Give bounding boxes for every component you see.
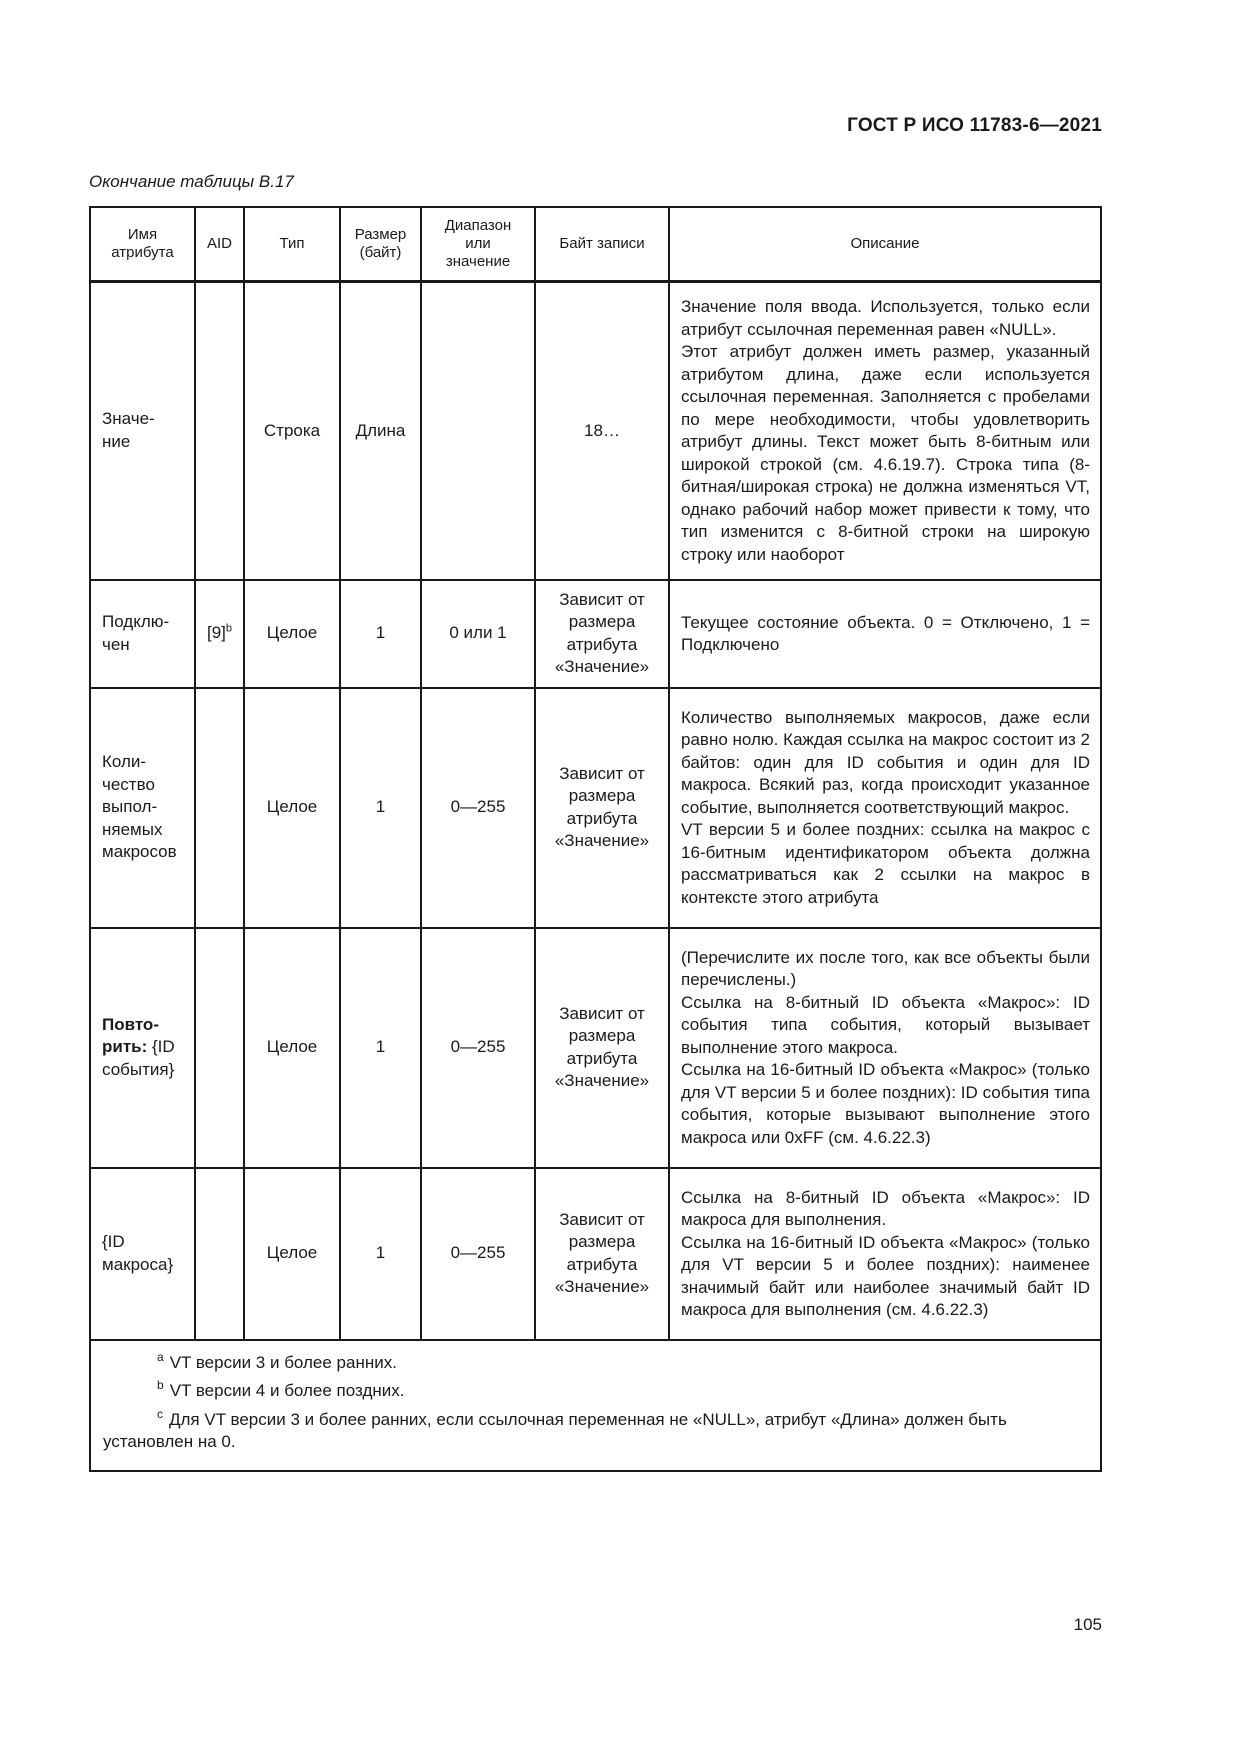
- footnote-mark: b: [225, 622, 233, 635]
- cell-description: Количество выполняемых макросов, даже если равно нолю. Каждая ссылка на макрос состоит из 2 байтов: один для ID события и один для ID макроса. Всякий раз, когда происходит указанное событие, выполняется соответствующий макрос. VT версии 5 и более поздних: ссылка на макрос с 16-битным идентификатором объекта должна рассматриваться как 2 ссылки на макрос в контексте этого атрибута: [669, 688, 1101, 928]
- cell-record-byte: Зависит от размера атрибута «Значение»: [535, 928, 669, 1168]
- cell-record-byte: 18…: [535, 282, 669, 580]
- table-header-row: [90, 207, 1101, 282]
- cell-aid: [195, 1168, 244, 1340]
- cell-description: Ссылка на 8-битный ID объекта «Макрос»: ID макроса для выполнения. Ссылка на 16-битный ID объекта «Макрос» (только для VT версии 5 и более поздних): наименее значимый байт или наиболее значимый байт ID макроса для выполнения (см. 4.6.22.3): [669, 1168, 1101, 1340]
- cell-attribute-name: Коли- чество выпол- няемых макросов: [90, 688, 195, 928]
- column-header-type: Тип: [244, 207, 340, 282]
- column-header-range: Диапазон или значение: [421, 207, 535, 282]
- cell-aid: $[9]^b$: [195, 580, 244, 688]
- cell-type: Целое: [244, 1168, 340, 1340]
- table-row: [90, 282, 1101, 580]
- cell-record-byte: Зависит от размера атрибута «Значение»: [535, 688, 669, 928]
- column-header-aid: AID: [195, 207, 244, 282]
- table-row: [90, 580, 1101, 688]
- column-header-size: Размер (байт): [340, 207, 421, 282]
- cell-size: 1: [340, 928, 421, 1168]
- table-notes: [90, 1340, 1101, 1471]
- cell-type: Целое: [244, 688, 340, 928]
- column-header-record-byte: Байт записи: [535, 207, 669, 282]
- cell-description: Значение поля ввода. Используется, только если атрибут ссылочная переменная равен «NULL». Этот атрибут должен иметь размер, указанный атрибутом длина, даже если используется ссылочная переменная. Заполняется с пробелами по мере необходимости, чтобы удовлетворить атрибут длины. Текст может быть 8-битным или широкой строкой (см. 4.6.19.7). Строка типа (8-битная/широкая строка) не должна изменяться VT, однако рабочий набор может привести к тому, что тип изменится с 8-битной строки на широкую строку или наоборот: [669, 282, 1101, 580]
- footnote: $^a$ VT версии 3 и более ранних.: [157, 1349, 397, 1372]
- cell-type: Целое: [244, 928, 340, 1168]
- cell-description: Текущее состояние объекта. 0 = Отключено, 1 = Подключено: [669, 580, 1101, 688]
- cell-record-byte: Зависит от размера атрибута «Значение»: [535, 580, 669, 688]
- footnote: $^c$ Для VT версии 3 и более ранних, если ссылочная переменная не «NULL», атрибут «Длина» должен быть установлен на 0.: [103, 1406, 1007, 1451]
- attributes-table: [89, 206, 1102, 1472]
- cell-aid: [195, 928, 244, 1168]
- cell-description: (Перечислите их после того, как все объекты были перечислены.) Ссылка на 8-битный ID объекта «Макрос»: ID события типа события, который вызывает выполнение этого макроса. Ссылка на 16-битный ID объекта «Макрос» (только для VT версии 5 и более поздних): ID события типа события, которые вызывают выполнение этого макроса или 0xFF (см. 4.6.22.3): [669, 928, 1101, 1168]
- cell-attribute-name: Повто- рить: {ID события}: [90, 928, 195, 1168]
- footnote: $^b$ VT версии 4 и более поздних.: [157, 1378, 405, 1400]
- cell-aid: [195, 282, 244, 580]
- cell-type: Целое: [244, 580, 340, 688]
- table-notes-row: [90, 1340, 1101, 1471]
- cell-attribute-name: Подклю- чен: [90, 580, 195, 688]
- cell-attribute-name: {ID макроса}: [90, 1168, 195, 1340]
- cell-type: Строка: [244, 282, 340, 580]
- cell-size: Длина: [340, 282, 421, 580]
- table-row: [90, 688, 1101, 928]
- cell-aid: [195, 688, 244, 928]
- cell-range: 0—255: [421, 1168, 535, 1340]
- cell-attribute-name: Значе- ние: [90, 282, 195, 580]
- table-caption: Окончание таблицы В.17: [89, 172, 294, 191]
- cell-range: 0—255: [421, 928, 535, 1168]
- column-header-name: Имя атрибута: [90, 207, 195, 282]
- column-header-description: Описание: [669, 207, 1101, 282]
- cell-record-byte: Зависит от размера атрибута «Значение»: [535, 1168, 669, 1340]
- cell-range: 0 или 1: [421, 580, 535, 688]
- cell-size: 1: [340, 580, 421, 688]
- cell-range: 0—255: [421, 688, 535, 928]
- cell-size: 1: [340, 1168, 421, 1340]
- document-code: ГОСТ Р ИСО 11783-6—2021: [847, 115, 1102, 136]
- page-number: 105: [1073, 1615, 1102, 1634]
- cell-size: 1: [340, 688, 421, 928]
- cell-range: [421, 282, 535, 580]
- table-row: [90, 1168, 1101, 1340]
- table-row: [90, 928, 1101, 1168]
